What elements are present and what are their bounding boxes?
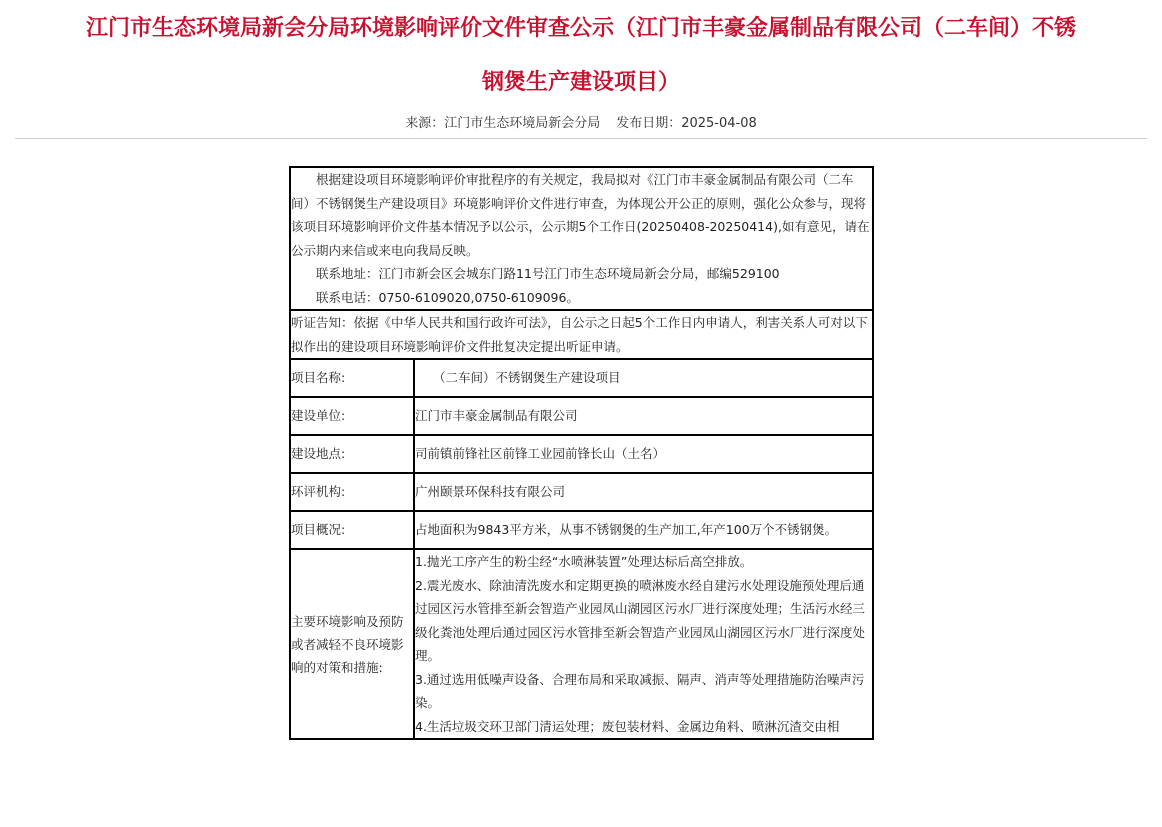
measure-item-4: 4.生活垃圾交环卫部门清运处理；废包装材料、金属边角料、喷淋沉渣交由相 [415, 718, 840, 734]
measures-cell [414, 549, 873, 739]
notice-table [289, 166, 874, 740]
article-meta [0, 114, 1162, 134]
hearing-cell [290, 310, 873, 359]
eia-agency-label: 环评机构: [290, 473, 414, 511]
table-row [290, 549, 873, 739]
title-divider [15, 138, 1147, 139]
eia-agency-value: 广州颐景环保科技有限公司 [414, 473, 873, 511]
table-row [290, 359, 873, 397]
intro-cell [290, 167, 873, 310]
publish-date: 发布日期：2025-04-08 [616, 116, 757, 131]
source-text: 来源：江门市生态环境局新会分局 [405, 116, 601, 131]
builder-value: 江门市丰豪金属制品有限公司 [414, 397, 873, 435]
location-label: 建设地点: [290, 435, 414, 473]
overview-value: 占地面积为9843平方米，从事不锈钢煲的生产加工,年产100万个不锈钢煲。 [414, 511, 873, 549]
overview-label: 项目概况: [290, 511, 414, 549]
contact-address: 联系地址：江门市新会区会城东门路11号江门市生态环境局新会分局，邮编529100 [316, 266, 780, 281]
intro-paragraph: 根据建设项目环境影响评价审批程序的有关规定，我局拟对《江门市丰豪金属制品有限公司（二车间）不锈钢煲生产建设项目》环境影响评价文件进行审查，为体现公开公正的原则，强化公众参与，现将该项目环境影响评价文件基本情况予以公示，公示期5个工作日(20250408-20250414),如有意见，请在公示期内来信或来电向我局反映。 [291, 172, 870, 258]
location-value: 司前镇前锋社区前锋工业园前锋长山（土名） [414, 435, 873, 473]
builder-label: 建设单位: [290, 397, 414, 435]
table-row [290, 397, 873, 435]
table-row [290, 473, 873, 511]
intro-row [290, 167, 873, 310]
table-row [290, 435, 873, 473]
measure-item-2: 2.震光废水、除油清洗废水和定期更换的喷淋废水经自建污水处理设施预处理后通过园区污水管排至新会智造产业园凤山湖园区污水厂进行深度处理；生活污水经三级化粪池处理后通过园区污水管排至新会智造产业园凤山湖园区污水厂进行深度处理。 [415, 577, 866, 663]
project-name-label: 项目名称: [290, 359, 414, 397]
table-row [290, 511, 873, 549]
measure-item-3: 3.通过选用低噪声设备、合理布局和采取减振、隔声、消声等处理措施防治噪声污染。 [415, 671, 865, 710]
contact-phone: 联系电话：0750-6109020,0750-6109096。 [316, 289, 579, 305]
page-title-line-2: 钢煲生产建设项目） [481, 70, 680, 95]
page-title [0, 2, 1162, 110]
hearing-row [290, 310, 873, 359]
page-title-line-1: 江门市生态环境局新会分局环境影响评价文件审查公示（江门市丰豪金属制品有限公司（二车间）不锈 [85, 16, 1076, 41]
hearing-notice: 听证告知：依据《中华人民共和国行政许可法》，自公示之日起5个工作日内申请人，利害关系人可对以下拟作出的建设项目环境影响评价文件批复决定提出听证申请。 [291, 315, 868, 354]
measures-label: 主要环境影响及预防或者减轻不良环境影响的对策和措施: [290, 549, 414, 739]
project-name-value: （二车间）不锈钢煲生产建设项目 [414, 359, 873, 397]
measure-item-1: 1.抛光工序产生的粉尘经“水喷淋装置”处理达标后高空排放。 [415, 554, 753, 569]
